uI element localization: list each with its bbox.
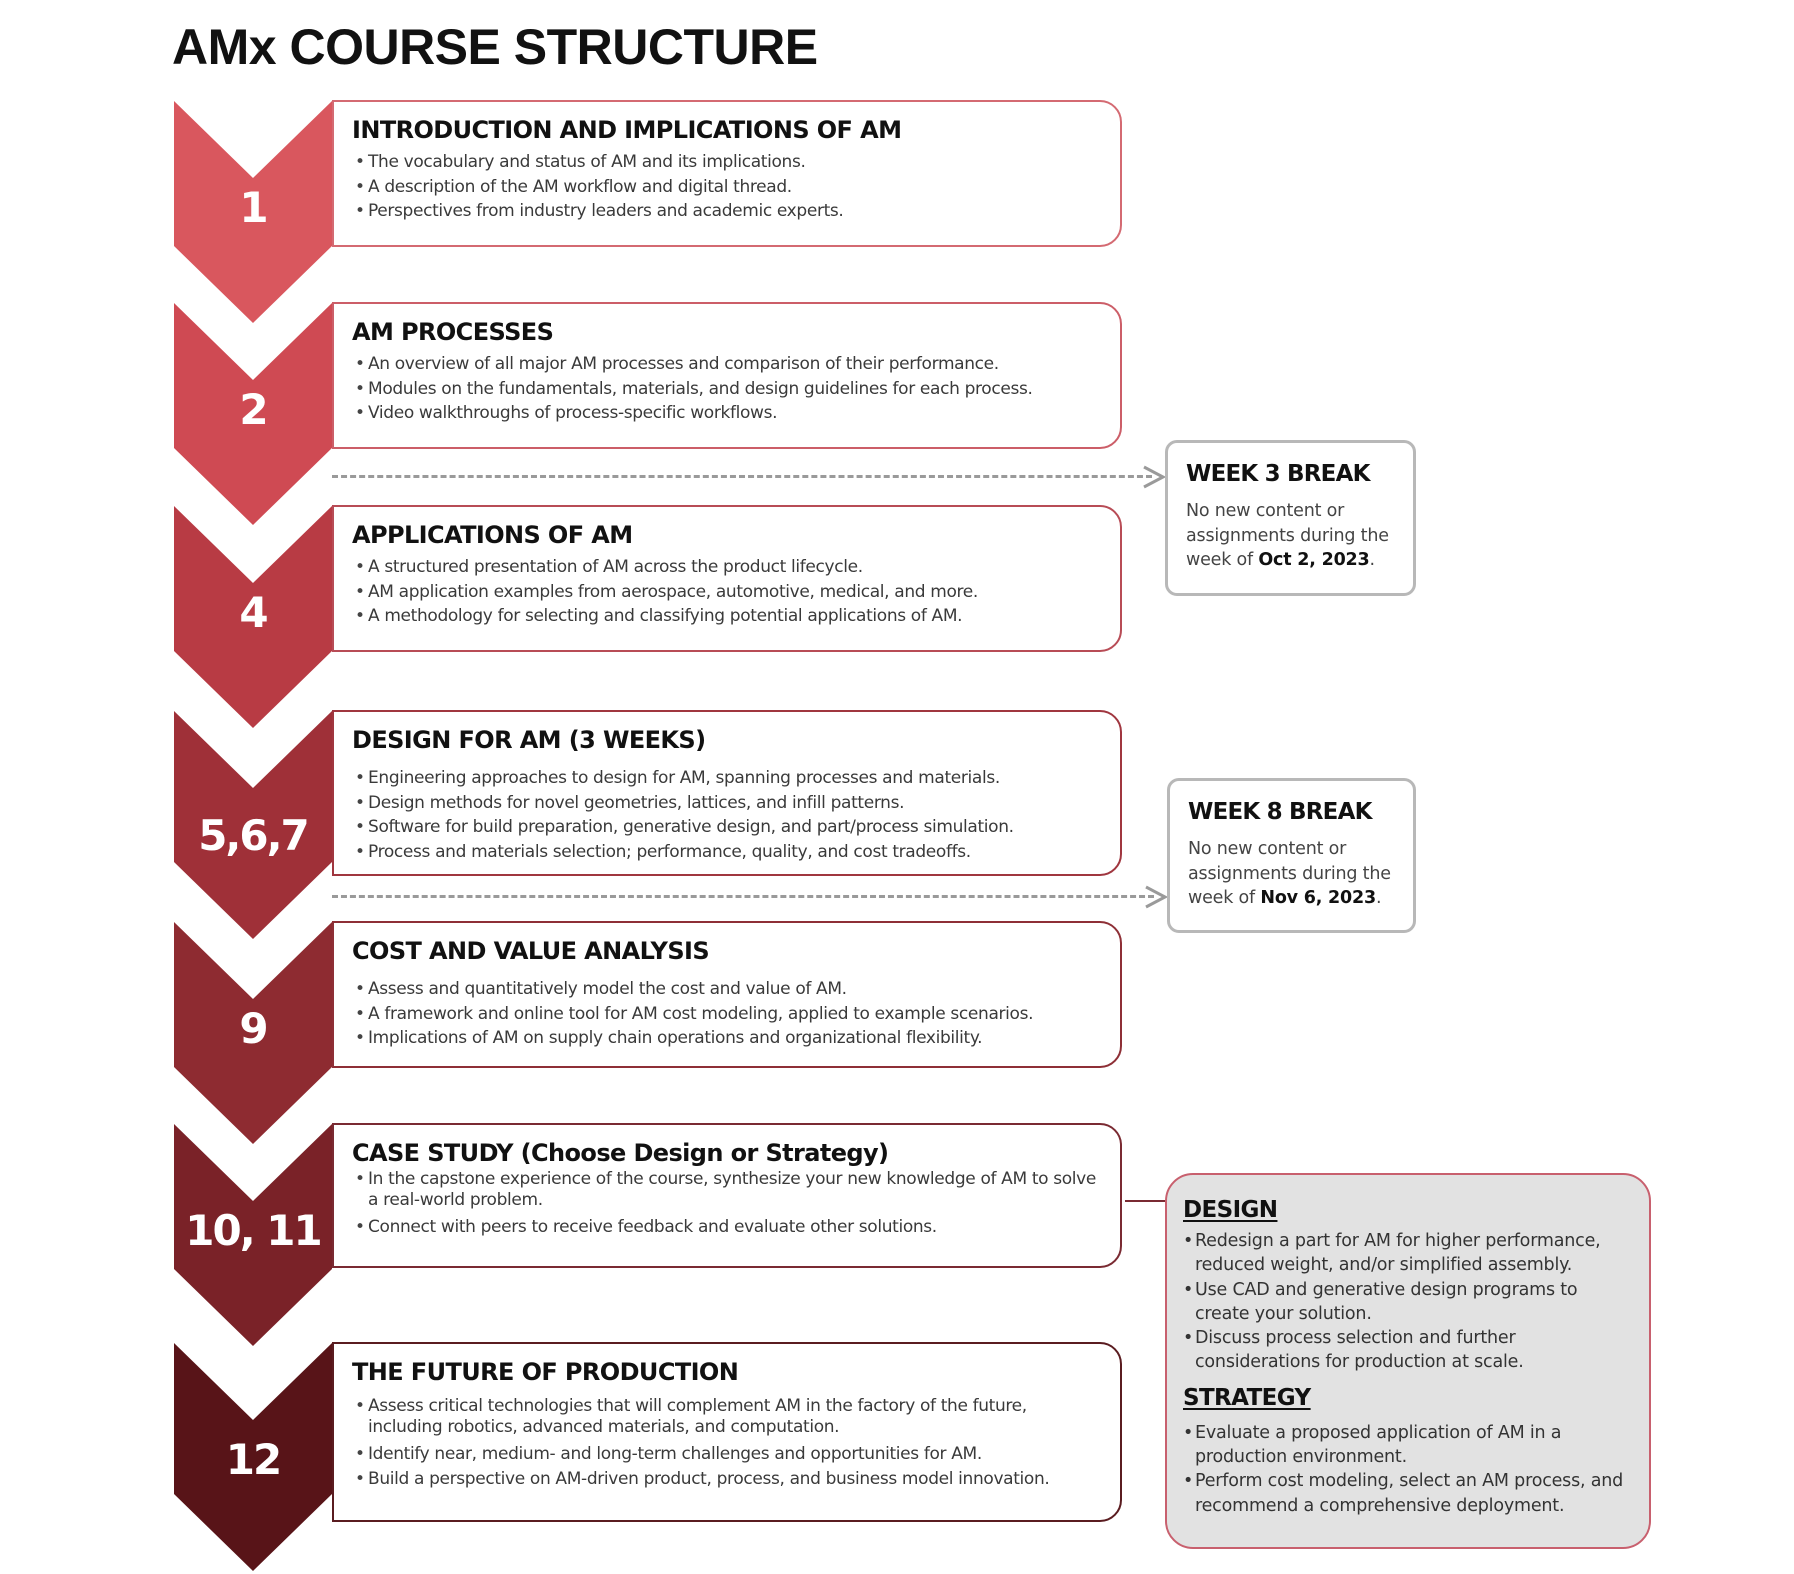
week-chevron-4 (174, 506, 332, 728)
bullet: • Discuss process selection and further considerations for production at scale. (1183, 1326, 1633, 1375)
week-number: 2 (239, 385, 267, 434)
module-card-future-production (332, 1342, 1122, 1522)
bullet: • In the capstone experience of the course, synthesize your new knowledge of AM to solve a real-world problem. (352, 1169, 1102, 1211)
bullet: • A methodology for selecting and classifying potential applications of AM. (352, 604, 1102, 629)
bullet: • An overview of all major AM processes and comparison of their performance. (352, 352, 1102, 377)
bullet: • Engineering approaches to design for AM, spanning processes and materials. (352, 766, 1102, 791)
module-card-intro (332, 100, 1122, 247)
bullet: • Process and materials selection; performance, quality, and cost tradeoffs. (352, 840, 1102, 865)
module-heading: THE FUTURE OF PRODUCTION (352, 1358, 739, 1386)
break-description (1186, 499, 1395, 573)
bullet: • Assess critical technologies that will complement AM in the factory of the future, including robotics, advanced materials, and computation. (352, 1396, 1102, 1438)
module-card-processes (332, 302, 1122, 449)
bullet: • Perspectives from industry leaders and academic experts. (352, 199, 1102, 224)
break-text-suffix: . (1375, 888, 1382, 908)
week-chevron-1 (174, 101, 332, 323)
bullet: • Implications of AM on supply chain operations and organizational flexibility. (352, 1026, 1102, 1051)
module-card-cost-value (332, 921, 1122, 1068)
bullet: • Assess and quantitatively model the cost and value of AM. (352, 977, 1102, 1002)
bullet: • AM application examples from aerospace, automotive, medical, and more. (352, 580, 1102, 605)
week-number: 4 (239, 588, 267, 637)
module-bullets (352, 766, 1102, 864)
case-study-options-card (1165, 1173, 1651, 1549)
bullet: • Connect with peers to receive feedback and evaluate other solutions. (352, 1215, 1102, 1240)
week-chevron-2 (174, 303, 332, 525)
week-chevron-12 (174, 1343, 332, 1571)
week-number: 1 (239, 183, 267, 232)
week-number: 10, 11 (185, 1206, 321, 1255)
break-text: No new content or assignments during the week of (1186, 501, 1389, 570)
break-connector-week8 (332, 895, 1154, 898)
break-text: No new content or assignments during the week of (1188, 839, 1391, 908)
week-chevron-5-6-7 (174, 711, 332, 939)
week-chevron-9 (174, 922, 332, 1144)
module-heading: CASE STUDY (Choose Design or Strategy) (352, 1139, 889, 1167)
module-heading: DESIGN FOR AM (3 WEEKS) (352, 726, 706, 754)
module-bullets (352, 1396, 1102, 1491)
module-bullets (352, 555, 1102, 629)
arrow-right-icon (1142, 465, 1166, 489)
week-3-break-card (1165, 440, 1416, 596)
module-bullets (352, 352, 1102, 426)
bullet: • Evaluate a proposed application of AM in a production environment. (1183, 1421, 1633, 1470)
bullet: • The vocabulary and status of AM and its implications. (352, 150, 1102, 175)
page-title: AMx COURSE STRUCTURE (172, 19, 818, 75)
week-8-break-card (1167, 778, 1416, 933)
bullet: • A structured presentation of AM across the product lifecycle. (352, 555, 1102, 580)
bullet: • Build a perspective on AM-driven product, process, and business model innovation. (352, 1467, 1102, 1492)
bullet: • Use CAD and generative design programs to create your solution. (1183, 1278, 1633, 1327)
break-heading: WEEK 3 BREAK (1186, 461, 1370, 487)
break-connector-week3 (332, 475, 1152, 478)
week-chevron-10-11 (174, 1124, 332, 1346)
module-heading: AM PROCESSES (352, 318, 554, 346)
break-description (1188, 837, 1395, 911)
break-date: Oct 2, 2023 (1258, 550, 1370, 570)
strategy-option-heading: STRATEGY (1183, 1384, 1311, 1411)
module-card-applications (332, 505, 1122, 652)
bullet: • Video walkthroughs of process-specific workflows. (352, 401, 1102, 426)
bullet: • Design methods for novel geometries, lattices, and infill patterns. (352, 791, 1102, 816)
design-option-heading: DESIGN (1183, 1197, 1278, 1223)
bullet: • Identify near, medium- and long-term challenges and opportunities for AM. (352, 1442, 1102, 1467)
module-heading: COST AND VALUE ANALYSIS (352, 937, 710, 965)
design-option-bullets (1183, 1229, 1633, 1375)
break-date: Nov 6, 2023 (1260, 888, 1376, 908)
bullet: • A framework and online tool for AM cost modeling, applied to example scenarios. (352, 1002, 1102, 1027)
break-heading: WEEK 8 BREAK (1188, 799, 1372, 825)
module-heading: APPLICATIONS OF AM (352, 521, 633, 549)
module-card-design-for-am (332, 710, 1122, 876)
bullet: • A description of the AM workflow and digital thread. (352, 175, 1102, 200)
break-text-suffix: . (1369, 550, 1375, 570)
arrow-right-icon (1144, 885, 1168, 909)
bullet: • Modules on the fundamentals, materials, and design guidelines for each process. (352, 377, 1102, 402)
bullet: • Perform cost modeling, select an AM process, and recommend a comprehensive deployment. (1183, 1469, 1633, 1518)
case-study-options-connector (1125, 1200, 1165, 1202)
bullet: • Redesign a part for AM for higher performance, reduced weight, and/or simplified assembly. (1183, 1229, 1633, 1278)
strategy-option-bullets (1183, 1421, 1633, 1518)
module-heading: INTRODUCTION AND IMPLICATIONS OF AM (352, 116, 902, 144)
week-number: 12 (225, 1435, 281, 1484)
module-bullets (352, 977, 1102, 1051)
week-number: 9 (239, 1004, 267, 1053)
week-number: 5,6,7 (198, 811, 308, 860)
bullet: • Software for build preparation, generative design, and part/process simulation. (352, 815, 1102, 840)
module-bullets (352, 1169, 1102, 1240)
module-bullets (352, 150, 1102, 224)
module-card-case-study (332, 1123, 1122, 1268)
